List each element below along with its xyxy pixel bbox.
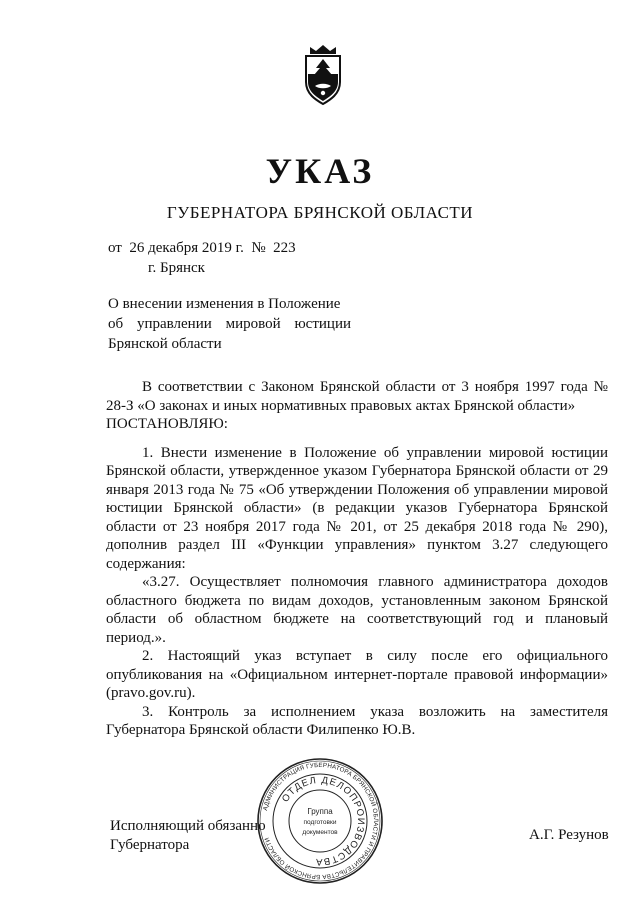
subject-line: об управлении мировой юстиции	[108, 316, 351, 332]
document-title: УКАЗ	[265, 151, 375, 191]
date-prefix: от	[108, 240, 122, 256]
stamp-outer-text: АДМИНИСТРАЦИЯ ГУБЕРНАТОРА БРЯНСКОЙ ОБЛАСТИ И ПРАВИТЕЛЬСТВА БРЯНСКОЙ ОБЛАСТИ	[262, 761, 380, 881]
signer-position-line: Исполняющий обязанно	[110, 818, 266, 834]
stamp-center-line: Группа	[307, 807, 333, 816]
subject-line: Брянской области	[108, 336, 222, 352]
date-number-line	[108, 240, 296, 257]
official-stamp	[256, 757, 384, 885]
decree-word: ПОСТАНОВЛЯЮ:	[106, 416, 228, 432]
number-sign: №	[251, 240, 266, 256]
item-2: 2. Настоящий указ вступает в силу после его официального опубликования на «Официальном интернет-портале правовой информации» (pravo.gov.ru).	[106, 648, 608, 701]
stamp-center-line: документов	[302, 829, 338, 836]
bryansk-coat-of-arms-icon	[300, 44, 346, 106]
subject-line: О внесении изменения в Положение	[108, 296, 341, 312]
signer-name: А.Г. Резунов	[529, 827, 609, 843]
item-1-quote: «3.27. Осуществляет полномочия главного администратора доходов областного бюджета по видам доходов, установленным законом Брянской области об областном бюджете на соответствующий год и плановый период.».	[106, 574, 608, 646]
stamp-ring-text: ОТДЕЛ ДЕЛОПРОИЗВОДСТВА	[279, 774, 367, 868]
decree-date: 26 декабря 2019 г.	[129, 240, 244, 256]
signer-position	[110, 817, 266, 855]
preamble: В соответствии с Законом Брянской области от 3 ноября 1997 года № 28-З «О законах и иных нормативных правовых актах Брянской области»	[106, 379, 608, 414]
decree-body	[106, 378, 608, 740]
decree-number: 223	[273, 240, 296, 256]
decree-city: г. Брянск	[148, 260, 205, 276]
decree-subject	[108, 294, 351, 354]
issuing-authority: ГУБЕРНАТОРА БРЯНСКОЙ ОБЛАСТИ	[166, 203, 474, 222]
stamp-center-line: подготовки	[303, 819, 337, 826]
signer-position-line: Губернатора	[110, 837, 190, 853]
item-1: 1. Внести изменение в Положение об управлении мировой юстиции Брянской области, утвержденное указом Губернатора Брянской области от 29 января 2013 года № 75 «Об утверждении Положения об управлении мировой юстиции Брянской области» (в редакции указов Губернатора Брянской области от 23 ноября 2017 года № 201, от 25 декабря 2018 года № 290), дополнив раздел III «Функции управления» пунктом 3.27 следующего содержания:	[106, 444, 608, 572]
item-3: 3. Контроль за исполнением указа возложить на заместителя Губернатора Брянской области Филипенко Ю.В.	[106, 703, 608, 738]
